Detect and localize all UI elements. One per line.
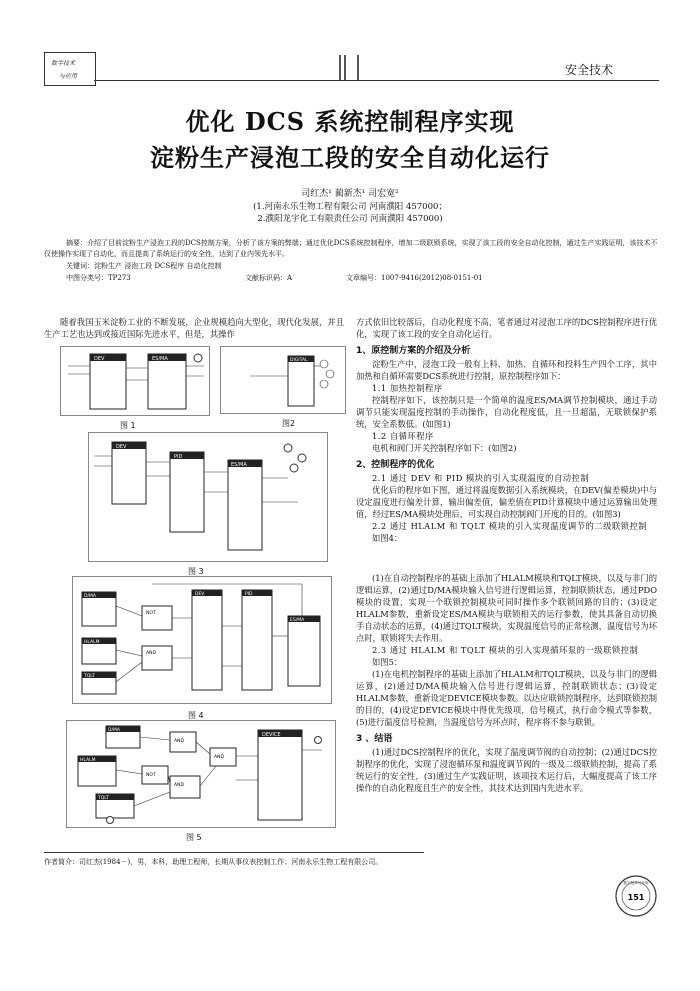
subsection-heading: 2.1 通过 DEV 和 PID 模块的引入实现温度的自动控制 (372, 473, 590, 483)
abstract: 摘要：介绍了目前淀粉生产浸泡工段的DCS控制方案，分析了该方案的弊端；通过优化DCS系统控制程序，增加二级联锁系统，实现了该工段的安全自动化控制，通过生产实践证明，该技术不仅使操作实现了自动化，而且提高了系统运行的安全性，达到了业内领先水平。 (44, 239, 658, 258)
fig5-tqlt-label: TQLT (98, 796, 109, 801)
fig4-dev-label: DEV (195, 592, 205, 597)
fig5-device-label: DEVICE (262, 732, 281, 738)
column-label-box (44, 52, 96, 86)
affiliation-2: 2.濮阳龙宇化工有限责任公司 河南濮阳 457000) (257, 214, 443, 224)
right-column (356, 316, 657, 794)
intro-left: 随着我国玉米淀粉工业的不断发展，企业规模趋向大型化，现代化发展，并且生产工艺也达到或接近国际先进水平，但是，其操作 (44, 317, 344, 339)
fig4-hlalm-label: HLALM (84, 640, 100, 645)
page-number: 151 (627, 893, 645, 902)
fig4-tqlt-label: TQLT (84, 674, 95, 679)
figure-4 (72, 576, 332, 704)
fig4-not-label: NOT (146, 611, 156, 616)
affiliation-1: (1.河南永乐生物工程有限公司 河南濮阳 457000； (253, 202, 447, 212)
paragraph: 电机和阀门开关控制程序如下：(如图2) (372, 443, 517, 453)
column-gap (356, 544, 657, 572)
document-code: 文献标识码：A (245, 274, 293, 282)
fig4-and-label: AND (146, 651, 156, 656)
subsection-heading: 1.2 自循环程序 (372, 431, 434, 441)
header-rule (94, 80, 659, 81)
paragraph: 淀粉生产中，浸泡工段一般有上料、加热、自循环和投料生产四个工序，其中加热和自循环需要DCS系统进行控制，原控制程序如下： (356, 359, 657, 381)
fig1-dev-label: DEV (94, 356, 105, 362)
article-number: 文章编号：1007-9416(2012)08-0151-01 (346, 274, 483, 282)
title-line-1: 优化 DCS 系统控制程序实现 (185, 107, 515, 136)
title-line-2: 淀粉生产浸泡工段的安全自动化运行 (150, 143, 550, 172)
figure-3 (88, 432, 328, 562)
figure-1-caption: 图 1 (120, 421, 136, 430)
fig5-and-label-2: AND (174, 783, 184, 788)
fig4-dma-label: D/MA (84, 594, 96, 599)
figure-5-caption: 图 5 (186, 833, 202, 842)
subsection-heading: 2.3 通过 HLALM 和 TQLT 模块的引入实现循环泵的一级联锁控制 (372, 645, 639, 655)
section-heading: 1、原控制方案的介绍及分析 (356, 346, 471, 356)
paragraph: (1)在自动控制程序的基础上添加了HLALM模块和TQLT模块，以及与非门的逻辑运算，(2)通过D/MA模块输入信号进行逻辑运算，控制联锁状态，通过PDO模块的设置，实现一个联锁控制模块可同时操作多个联锁回路的目的；(3)设定HLALM参数，重新设定ES/MA模块与联锁相关的运行参数，使其具备自动切换手自动状态的运算，(4)通过TQLT模块，实现温度信号的正常检测，温度信号为坏点时，联锁将失去作用。 (356, 573, 657, 643)
paragraph: 优化后的程序如下图，通过将温度数据引入系统模块，在DEV(偏差模块)中与设定温度进行偏差计算，输出偏差值，偏差值在PID计算模块中通过运算输出处理值，经过ES/MA模块处理后，可实现自动控制阀门开度的目的。(如图3) (356, 485, 657, 519)
fig4-pid-label: PID (245, 592, 253, 597)
figure-4-caption: 图 4 (188, 711, 204, 720)
paragraph: (1)通过DCS控制程序的优化，实现了温度调节阀的自动控制；(2)通过DCS控制程序的优化，实现了浸泡循环泵和温度调节阀的一级及二级联锁控制，提高了系统运行的安全性，(3)通过生产实践证明，该项技术运行后，大幅度提高了该工序操作的自动化程度且生产的安全性，其技术达到国内先进水平。 (356, 747, 657, 793)
paragraph: 方式依旧比较落后，自动化程度不高，笔者通过对浸泡工序的DCS控制程序进行优化，实现了该工段的安全自动化运行。 (356, 317, 657, 339)
section-label: 安全技术 (565, 63, 614, 77)
fig4-esma-label: ES/MA (290, 618, 305, 623)
journal-badge-text: 数字技术与应用 (623, 881, 649, 885)
figure-5 (66, 720, 336, 828)
fig3-esma-label: ES/MA (231, 462, 247, 468)
fig1-esma-label: ES/MA (152, 356, 168, 362)
section-heading: 3 、结语 (356, 734, 393, 744)
subsection-heading: 1.1 加热控制程序 (372, 383, 443, 393)
fig3-pid-label: PID (174, 454, 183, 460)
column-label-2: 与应用 (59, 73, 78, 80)
fig5-dma-label: D/MA (108, 728, 120, 733)
fig2-device-label: DIGITAL (290, 358, 308, 363)
paragraph: 如图5： (372, 657, 403, 667)
figure-2 (220, 346, 346, 414)
fig3-dev-label: DEV (116, 444, 127, 450)
fig5-not-label: NOT (146, 773, 156, 778)
footnote-rule (44, 852, 424, 853)
paragraph: (1)在电机控制程序的基础上添加了HLALM和TQLT模块，以及与非门的逻辑运算，(2)通过D/MA模块输入信号进行逻辑运算，控制联锁状态；(3)设定HLALM参数，重新设定DEVICE模块参数。以达应联锁控制程序，达到联锁控制的目的，(4)设定DEVICE模块中得优先级项，信号模式，执行命令模式等参数，(5)进行温度信号检测，当温度信号为坏点时，程序将不参与联锁。 (356, 669, 657, 727)
section-heading: 2、控制程序的优化 (356, 460, 435, 470)
figure-3-caption: 图 3 (188, 567, 204, 576)
author-footnote: 作者简介：司红杰(1984－)，男，本科，助理工程师，长期从事仪表控制工作；河南永乐生物工程有限公司。 (44, 858, 383, 866)
column-label-1: 数字技术 (51, 60, 76, 67)
subsection-heading: 2.2 通过 HLALM 和 TQLT 模块的引入实现温度调节的二级联锁控制 (372, 521, 648, 531)
journal-badge-icon (614, 874, 658, 918)
fig5-and-label-3: AND (214, 755, 224, 760)
keywords: 关键词：淀粉生产 浸泡工段 DCS程序 自动化控制 (66, 262, 222, 270)
figure-1 (60, 346, 210, 416)
fig5-hlalm-label: HLALM (80, 758, 96, 763)
paragraph: 如图4： (372, 533, 403, 543)
figure-2-caption: 图2 (282, 419, 296, 428)
clc-number: 中图分类号：TP273 (66, 274, 131, 282)
fig5-and-label-1: AND (174, 739, 184, 744)
paragraph: 控制程序如下，该控制只是一个简单的温度ES/MA调节控制模块，通过手动调节只能实现温度控制的手动操作，自动化程度低，且一旦超温，无联锁保护系统，安全系数低。(如图1) (356, 395, 657, 429)
authors: 司红杰¹ 蔺新杰¹ 司宏宽² (301, 189, 399, 199)
